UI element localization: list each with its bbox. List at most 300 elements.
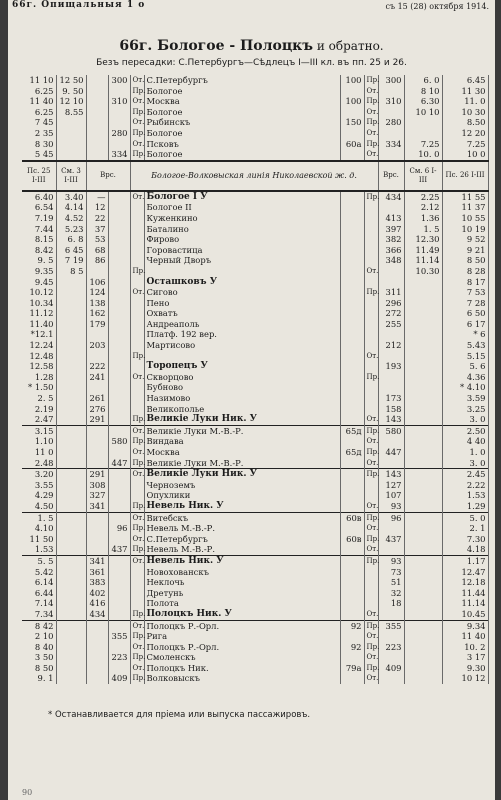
arr-dep-mark-right: Пр. bbox=[364, 372, 378, 383]
train25-time: 6.40 bbox=[22, 191, 56, 203]
train26-time: 7 28 bbox=[442, 298, 488, 309]
timetable-row bbox=[22, 255, 488, 266]
train6-time bbox=[404, 490, 442, 501]
train26-time: 4.18 bbox=[442, 544, 488, 555]
buffet-goblet-icon: У bbox=[246, 469, 257, 480]
verst-to: 355 bbox=[378, 620, 404, 631]
verst-to: 158 bbox=[378, 404, 404, 415]
arr-dep-mark: Пр. bbox=[130, 351, 144, 362]
arr-dep-mark bbox=[130, 567, 144, 578]
verst-to: 193 bbox=[378, 361, 404, 372]
timetable-row bbox=[22, 555, 488, 566]
timetable-row bbox=[22, 191, 488, 203]
station-name bbox=[144, 234, 340, 245]
arr-dep-mark: Пр. bbox=[130, 631, 144, 642]
train25-time: 10.34 bbox=[22, 298, 56, 309]
station-name bbox=[144, 340, 340, 351]
timetable-row bbox=[22, 512, 488, 523]
verst-to: 334 bbox=[378, 139, 404, 150]
train6-time: 10 10 bbox=[404, 107, 442, 118]
station-name bbox=[144, 139, 340, 150]
arr-dep-mark: От. bbox=[130, 555, 144, 566]
verst-to: 311 bbox=[378, 287, 404, 298]
train25-time: 5 45 bbox=[22, 149, 56, 161]
train6-time bbox=[404, 436, 442, 447]
verst-from bbox=[86, 329, 108, 340]
arr-dep-mark-right bbox=[364, 245, 378, 256]
verst-branch bbox=[108, 202, 130, 213]
station-label: Новохованскъ bbox=[146, 566, 209, 577]
arr-dep-mark bbox=[130, 329, 144, 340]
train6-time bbox=[404, 361, 442, 372]
arr-dep-mark-right: От. bbox=[364, 128, 378, 139]
timetable-row bbox=[22, 523, 488, 534]
verst-from: 402 bbox=[86, 588, 108, 599]
station-name bbox=[144, 117, 340, 128]
train25-time: 1.10 bbox=[22, 436, 56, 447]
station-label: Полоцкъ Р.-Орл. bbox=[146, 641, 220, 652]
station-name bbox=[144, 642, 340, 653]
arr-dep-mark-right bbox=[364, 404, 378, 415]
train25-time: *12.1 bbox=[22, 329, 56, 340]
station-label: Великіе Луки Ник. bbox=[146, 469, 247, 480]
verst-to: 143 bbox=[378, 469, 404, 480]
train26-time: 5.15 bbox=[442, 351, 488, 362]
verst-from bbox=[86, 96, 108, 107]
train25-time: 11 0 bbox=[22, 447, 56, 458]
verst-branch bbox=[108, 372, 130, 383]
verst-branch bbox=[108, 469, 130, 480]
station-name bbox=[144, 544, 340, 555]
verst-from: 416 bbox=[86, 598, 108, 609]
table-ref bbox=[340, 588, 364, 599]
verst-to: 93 bbox=[378, 501, 404, 512]
train6-time bbox=[404, 447, 442, 458]
train3-time: 5.23 bbox=[56, 224, 86, 235]
station-label: Рыбинскъ bbox=[146, 117, 191, 128]
train26-time: 11 37 bbox=[442, 202, 488, 213]
table-ref: 79а bbox=[340, 663, 364, 674]
verst-branch: 580 bbox=[108, 436, 130, 447]
timetable-row bbox=[22, 319, 488, 330]
verst-branch bbox=[108, 361, 130, 372]
train26-time: 8.50 bbox=[442, 117, 488, 128]
station-label: Фирово bbox=[146, 234, 180, 245]
verst-branch bbox=[108, 351, 130, 362]
train25-time: 6.44 bbox=[22, 588, 56, 599]
train25-time: 6.25 bbox=[22, 86, 56, 97]
arr-dep-mark-right: От. bbox=[364, 544, 378, 555]
station-name bbox=[144, 266, 340, 277]
arr-dep-mark: От. bbox=[130, 512, 144, 523]
verst-branch bbox=[108, 534, 130, 545]
table-ref bbox=[340, 213, 364, 224]
train26-time: 1. 0 bbox=[442, 447, 488, 458]
arr-dep-mark-right: Пр. bbox=[364, 642, 378, 653]
verst-branch bbox=[108, 642, 130, 653]
timetable bbox=[22, 75, 489, 684]
station-name bbox=[144, 128, 340, 139]
table-ref bbox=[340, 86, 364, 97]
verst-from: 241 bbox=[86, 372, 108, 383]
verst-to: 73 bbox=[378, 567, 404, 578]
train6-time bbox=[404, 588, 442, 599]
timetable-row bbox=[22, 501, 488, 512]
column-header-row bbox=[22, 161, 488, 191]
station-label: Москва bbox=[146, 447, 180, 457]
arr-dep-mark: От. bbox=[130, 425, 144, 436]
station-label: Бологое bbox=[146, 106, 183, 117]
arr-dep-mark: От. bbox=[130, 75, 144, 86]
station-label: Баталино bbox=[146, 223, 189, 234]
train25-time: 6.54 bbox=[22, 202, 56, 213]
table-ref bbox=[340, 490, 364, 501]
station-name bbox=[144, 577, 340, 588]
train26-time: 1.17 bbox=[442, 555, 488, 566]
arr-dep-mark-right: Пр. bbox=[364, 96, 378, 107]
verst-to bbox=[378, 107, 404, 118]
train26-time: 5. 0 bbox=[442, 512, 488, 523]
arr-dep-mark-right: Пр. bbox=[364, 191, 378, 203]
station-label: Невель Ник. bbox=[146, 500, 214, 511]
station-label: Дретунь bbox=[146, 587, 184, 598]
verst-branch: 409 bbox=[108, 673, 130, 684]
verst-branch: 355 bbox=[108, 631, 130, 642]
verst-from: 53 bbox=[86, 234, 108, 245]
train6-time bbox=[404, 512, 442, 523]
timetable-row bbox=[22, 117, 488, 128]
arr-dep-mark-right: Пр. bbox=[364, 469, 378, 480]
train3-time bbox=[56, 117, 86, 128]
train6-time: 2.12 bbox=[404, 202, 442, 213]
footnote: * Останавливается для пріема или выпуска пассажировъ. bbox=[48, 710, 311, 720]
arr-dep-mark-right: От. bbox=[364, 351, 378, 362]
train25-time: 2.47 bbox=[22, 414, 56, 425]
train26-time: 6 17 bbox=[442, 319, 488, 330]
station-label: Пено bbox=[146, 297, 170, 308]
verst-from: 327 bbox=[86, 490, 108, 501]
table-ref bbox=[340, 287, 364, 298]
train6-time bbox=[404, 308, 442, 319]
station-label: Черноземъ bbox=[146, 479, 196, 490]
train6-time bbox=[404, 458, 442, 469]
verst-branch bbox=[108, 588, 130, 599]
verst-to bbox=[378, 382, 404, 393]
station-label: Торопецъ bbox=[146, 361, 198, 372]
timetable-row bbox=[22, 86, 488, 97]
train3-time bbox=[56, 404, 86, 415]
timetable-row bbox=[22, 213, 488, 224]
verst-to: 409 bbox=[378, 663, 404, 674]
table-ref bbox=[340, 107, 364, 118]
arr-dep-mark-right: От. bbox=[364, 266, 378, 277]
train3-time bbox=[56, 361, 86, 372]
verst-branch bbox=[108, 567, 130, 578]
timetable-row bbox=[22, 469, 488, 480]
table-ref bbox=[340, 224, 364, 235]
verst-from: 162 bbox=[86, 308, 108, 319]
verst-from: 86 bbox=[86, 255, 108, 266]
verst-branch: 300 bbox=[108, 75, 130, 86]
train6-time: 1. 5 bbox=[404, 224, 442, 235]
timetable-row bbox=[22, 298, 488, 309]
verst-to: 93 bbox=[378, 555, 404, 566]
train6-time bbox=[404, 117, 442, 128]
train26-time: 10.45 bbox=[442, 609, 488, 620]
train6-time bbox=[404, 469, 442, 480]
arr-dep-mark bbox=[130, 404, 144, 415]
table-ref: 100 bbox=[340, 96, 364, 107]
train3-time: 12 50 bbox=[56, 75, 86, 86]
train25-time: 2. 5 bbox=[22, 393, 56, 404]
table-ref bbox=[340, 469, 364, 480]
verst-from bbox=[86, 512, 108, 523]
arr-dep-mark: От. bbox=[130, 620, 144, 631]
verst-branch bbox=[108, 277, 130, 288]
arr-dep-mark bbox=[130, 245, 144, 256]
arr-dep-mark-right: От. bbox=[364, 673, 378, 684]
train26-time: 11 40 bbox=[442, 631, 488, 642]
verst-from bbox=[86, 139, 108, 150]
train3-time bbox=[56, 512, 86, 523]
buffet-goblet-icon: У bbox=[221, 608, 232, 619]
train3-time bbox=[56, 139, 86, 150]
timetable-page bbox=[8, 0, 495, 800]
verst-from bbox=[86, 436, 108, 447]
train25-time: 10.12 bbox=[22, 287, 56, 298]
buffet-goblet-icon: У bbox=[213, 555, 224, 566]
train3-time bbox=[56, 577, 86, 588]
train3-time: 12 10 bbox=[56, 96, 86, 107]
verst-to bbox=[378, 458, 404, 469]
train25-time: 2 10 bbox=[22, 631, 56, 642]
station-label: Андреаполь bbox=[146, 318, 200, 329]
arr-dep-mark: От. bbox=[130, 287, 144, 298]
arr-dep-mark bbox=[130, 234, 144, 245]
table-ref bbox=[340, 414, 364, 425]
page-title bbox=[8, 38, 495, 54]
verst-from bbox=[86, 631, 108, 642]
timetable-row bbox=[22, 107, 488, 118]
train6-time bbox=[404, 298, 442, 309]
verst-branch: 334 bbox=[108, 149, 130, 161]
train3-time bbox=[56, 458, 86, 469]
station-name bbox=[144, 287, 340, 298]
station-name bbox=[144, 534, 340, 545]
train3-time: 7 19 bbox=[56, 255, 86, 266]
timetable-row bbox=[22, 544, 488, 555]
arr-dep-mark-right bbox=[364, 234, 378, 245]
verst-to: 397 bbox=[378, 224, 404, 235]
arr-dep-mark bbox=[130, 393, 144, 404]
arr-dep-mark bbox=[130, 277, 144, 288]
train25-time: 12.24 bbox=[22, 340, 56, 351]
arr-dep-mark-right: Пр. bbox=[364, 117, 378, 128]
station-name bbox=[144, 75, 340, 86]
col-header-train25: Пс. 25 I-III bbox=[22, 161, 56, 191]
train6-time bbox=[404, 382, 442, 393]
station-label: Великіе Луки Ник. bbox=[146, 414, 247, 425]
station-name bbox=[144, 382, 340, 393]
station-label: Полоцкъ Р.-Орл. bbox=[146, 620, 220, 631]
station-name bbox=[144, 673, 340, 684]
col-header-line-name: Бологое-Волковыская линія Николаевской ж. д. bbox=[130, 161, 378, 191]
train26-time: 8 28 bbox=[442, 266, 488, 277]
timetable-row bbox=[22, 382, 488, 393]
train3-time bbox=[56, 425, 86, 436]
table-ref bbox=[340, 577, 364, 588]
station-label: Псковъ bbox=[146, 138, 179, 149]
train3-time bbox=[56, 329, 86, 340]
arr-dep-mark: Пр. bbox=[130, 86, 144, 97]
station-name bbox=[144, 512, 340, 523]
train26-time: 9.34 bbox=[442, 620, 488, 631]
timetable-row bbox=[22, 139, 488, 150]
arr-dep-mark-right: Пр. bbox=[364, 620, 378, 631]
train26-time: 10. 2 bbox=[442, 642, 488, 653]
train26-time: 10 30 bbox=[442, 107, 488, 118]
verst-from: 179 bbox=[86, 319, 108, 330]
train26-time: 6.45 bbox=[442, 75, 488, 86]
arr-dep-mark-right bbox=[364, 255, 378, 266]
arr-dep-mark: От. bbox=[130, 191, 144, 203]
verst-to: 280 bbox=[378, 117, 404, 128]
verst-branch: 310 bbox=[108, 96, 130, 107]
train26-time: 5. 6 bbox=[442, 361, 488, 372]
train26-time: 12.18 bbox=[442, 577, 488, 588]
running-header bbox=[8, 0, 495, 14]
train3-time: 3.40 bbox=[56, 191, 86, 203]
train26-time: 10 0 bbox=[442, 149, 488, 161]
timetable-row bbox=[22, 534, 488, 545]
station-name bbox=[144, 447, 340, 458]
timetable-row bbox=[22, 480, 488, 491]
arr-dep-mark-right bbox=[364, 598, 378, 609]
timetable-row bbox=[22, 567, 488, 578]
verst-from: 383 bbox=[86, 577, 108, 588]
train26-time: 1.53 bbox=[442, 490, 488, 501]
arr-dep-mark: От. bbox=[130, 642, 144, 653]
verst-from: 434 bbox=[86, 609, 108, 620]
arr-dep-mark bbox=[130, 202, 144, 213]
train3-time bbox=[56, 663, 86, 674]
arr-dep-mark bbox=[130, 213, 144, 224]
verst-from: 361 bbox=[86, 567, 108, 578]
train3-time bbox=[56, 609, 86, 620]
station-name bbox=[144, 202, 340, 213]
arr-dep-mark-right bbox=[364, 577, 378, 588]
verst-branch: 223 bbox=[108, 652, 130, 663]
train25-time: 2.48 bbox=[22, 458, 56, 469]
table-ref bbox=[340, 234, 364, 245]
train26-time: 9 52 bbox=[442, 234, 488, 245]
train26-time: 2.50 bbox=[442, 425, 488, 436]
table-ref: 65д bbox=[340, 425, 364, 436]
verst-to: 348 bbox=[378, 255, 404, 266]
station-name bbox=[144, 425, 340, 436]
timetable-row bbox=[22, 329, 488, 340]
train3-time: 8.55 bbox=[56, 107, 86, 118]
table-ref: 60в bbox=[340, 534, 364, 545]
table-ref bbox=[340, 609, 364, 620]
verst-from bbox=[86, 351, 108, 362]
verst-branch bbox=[108, 663, 130, 674]
train26-time: 12.47 bbox=[442, 567, 488, 578]
arr-dep-mark-right: Пр. bbox=[364, 425, 378, 436]
train6-time bbox=[404, 577, 442, 588]
train3-time bbox=[56, 631, 86, 642]
train25-time: 7.19 bbox=[22, 213, 56, 224]
station-label: Горовастица bbox=[146, 244, 203, 255]
verst-to: 434 bbox=[378, 191, 404, 203]
arr-dep-mark bbox=[130, 490, 144, 501]
table-ref bbox=[340, 673, 364, 684]
train26-time: 11.14 bbox=[442, 598, 488, 609]
station-label: Мартисово bbox=[146, 340, 196, 351]
train26-time: 9 21 bbox=[442, 245, 488, 256]
station-label: Великіе Луки М.-В.-Р. bbox=[146, 457, 244, 468]
arr-dep-mark: От. bbox=[130, 96, 144, 107]
train3-time: 8 5 bbox=[56, 266, 86, 277]
timetable-row bbox=[22, 447, 488, 458]
station-label: Витебскъ bbox=[146, 512, 189, 523]
train25-time: 12.58 bbox=[22, 361, 56, 372]
arr-dep-mark-right bbox=[364, 490, 378, 501]
train26-time: 10 19 bbox=[442, 224, 488, 235]
station-name bbox=[144, 191, 340, 203]
arr-dep-mark bbox=[130, 319, 144, 330]
verst-to: 173 bbox=[378, 393, 404, 404]
station-name bbox=[144, 609, 340, 620]
train3-time bbox=[56, 642, 86, 653]
train6-time bbox=[404, 631, 442, 642]
train26-time: 11. 0 bbox=[442, 96, 488, 107]
arr-dep-mark: От. bbox=[130, 117, 144, 128]
verst-branch bbox=[108, 490, 130, 501]
verst-to: 310 bbox=[378, 96, 404, 107]
train6-time bbox=[404, 609, 442, 620]
subtitle: Безъ пересадки: С.Петербургъ—Сѣдлецъ I—III кл. въ пп. 25 и 26. bbox=[96, 58, 407, 68]
train6-time: 6. 0 bbox=[404, 75, 442, 86]
verst-branch bbox=[108, 480, 130, 491]
verst-from bbox=[86, 117, 108, 128]
station-label: Скворцово bbox=[146, 371, 194, 382]
arr-dep-mark-right bbox=[364, 361, 378, 372]
train3-time bbox=[56, 340, 86, 351]
verst-branch bbox=[108, 234, 130, 245]
train6-time bbox=[404, 620, 442, 631]
verst-from: 68 bbox=[86, 245, 108, 256]
verst-branch bbox=[108, 414, 130, 425]
station-name bbox=[144, 245, 340, 256]
arr-dep-mark-right bbox=[364, 340, 378, 351]
verst-to: 366 bbox=[378, 245, 404, 256]
train3-time bbox=[56, 588, 86, 599]
table-ref bbox=[340, 361, 364, 372]
station-label: Невель М.-В.-Р. bbox=[146, 523, 215, 534]
table-ref bbox=[340, 245, 364, 256]
verst-branch bbox=[108, 191, 130, 203]
timetable-row bbox=[22, 96, 488, 107]
train26-time: 9.30 bbox=[442, 663, 488, 674]
train3-time bbox=[56, 372, 86, 383]
arr-dep-mark: Пр. bbox=[130, 673, 144, 684]
verst-from bbox=[86, 425, 108, 436]
arr-dep-mark: От. bbox=[130, 663, 144, 674]
verst-branch bbox=[108, 117, 130, 128]
station-name bbox=[144, 598, 340, 609]
train3-time bbox=[56, 149, 86, 161]
